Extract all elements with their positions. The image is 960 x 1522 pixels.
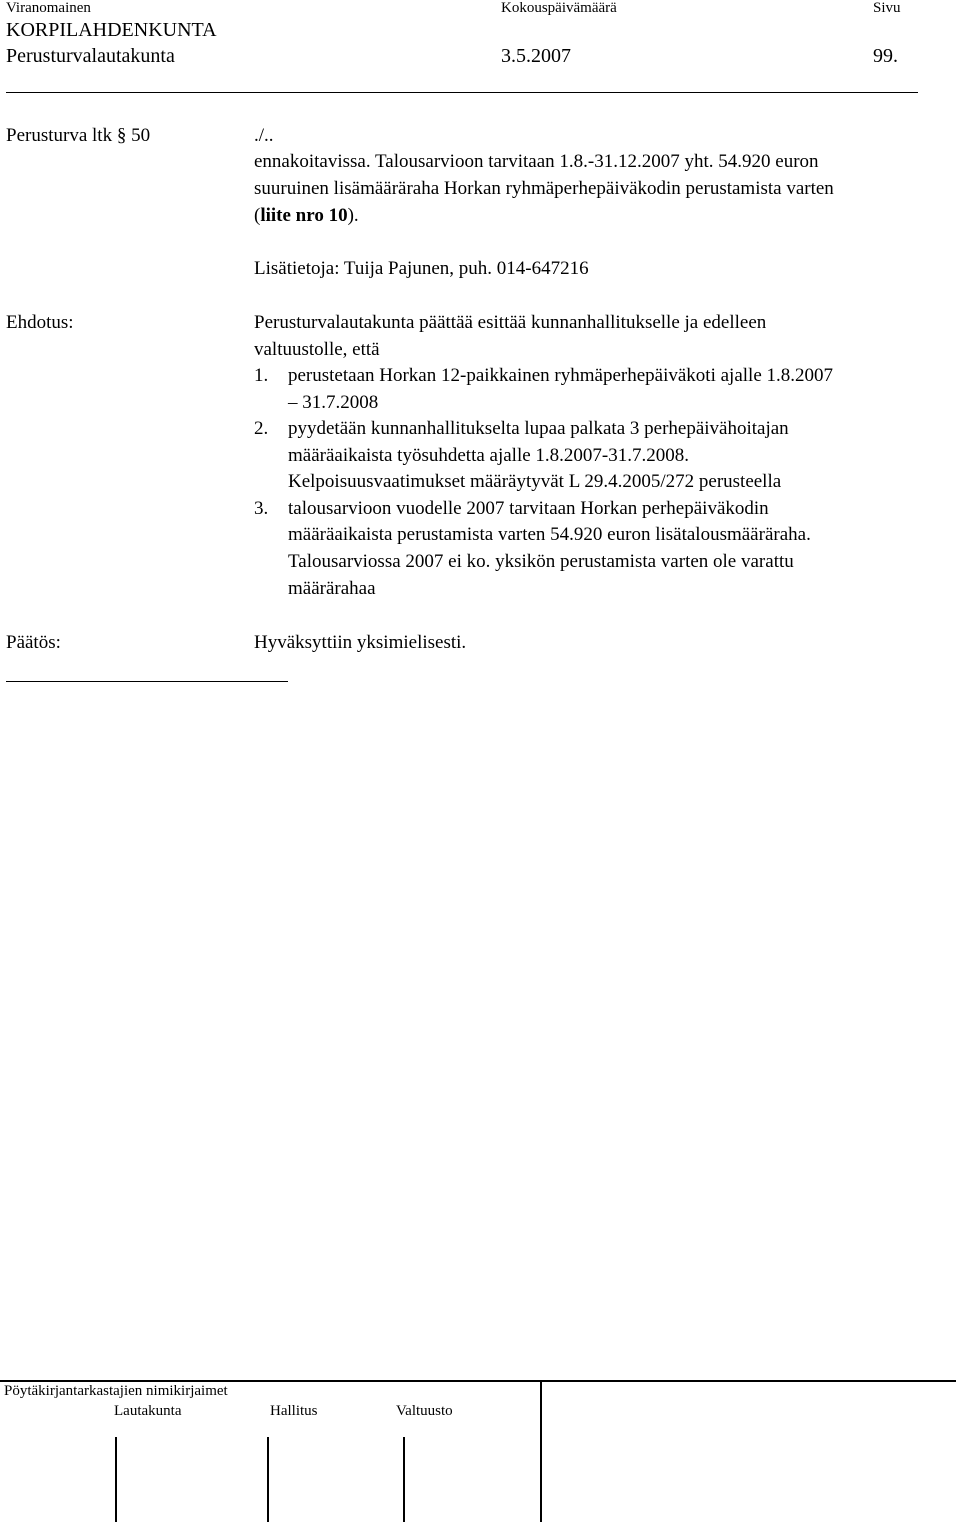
attachment-label: liite nro 10 [260, 205, 348, 226]
proposal-item-number: 1. [254, 365, 269, 386]
footer-column-label: Hallitus [270, 1403, 318, 1419]
proposal-lead-line: valtuustolle, että [254, 339, 380, 360]
proposal-item-line: – 31.7.2008 [288, 392, 379, 413]
proposal-item-line: perustetaan Horkan 12-paikkainen ryhmäperhepäiväkoti ajalle 1.8.2007 [288, 365, 833, 386]
footer-divider [540, 1380, 542, 1522]
proposal-item-line: määrärahaa [288, 578, 376, 599]
page-column-label: Sivu [873, 0, 901, 16]
signature-line [267, 1437, 269, 1522]
page-number: 99. [873, 45, 898, 67]
authority-column-label: Viranomainen [6, 0, 91, 16]
signature-line [403, 1437, 405, 1522]
footer-column-label: Valtuusto [396, 1403, 453, 1419]
municipality-name: KORPILAHDENKUNTA [6, 19, 217, 41]
meeting-date: 3.5.2007 [501, 45, 571, 67]
meeting-date-column-label: Kokouspäivämäärä [501, 0, 617, 16]
section-reference: Perusturva ltk § 50 [6, 125, 151, 146]
signature-line [115, 1437, 117, 1522]
continuation-mark: ./.. [254, 125, 274, 146]
proposal-item-line: määräaikaista perustamista varten 54.920 euron lisätalousmääräraha. [288, 524, 811, 545]
intro-line: suuruinen lisämääräraha Horkan ryhmäperhepäiväkodin perustamista varten [254, 178, 834, 199]
proposal-item-line: pyydetään kunnanhallitukselta lupaa palkata 3 perhepäivähoitajan [288, 418, 789, 439]
footer-top-rule [0, 1380, 956, 1382]
proposal-item-number: 2. [254, 418, 269, 439]
proposal-item-number: 3. [254, 498, 269, 519]
decision-label: Päätös: [6, 632, 61, 653]
footer-column-label: Lautakunta [114, 1403, 182, 1419]
attachment-open: ( [254, 205, 261, 226]
footer-title: Pöytäkirjantarkastajien nimikirjaimet [4, 1383, 228, 1399]
attachment-reference [254, 205, 359, 227]
header-divider [6, 92, 918, 93]
decision-text: Hyväksyttiin yksimielisesti. [254, 632, 467, 653]
board-name: Perusturvalautakunta [6, 45, 175, 67]
proposal-item-line: määräaikaista työsuhdetta ajalle 1.8.2007-31.7.2008. [288, 445, 689, 466]
proposal-item-line: Kelpoisuusvaatimukset määräytyvät L 29.4.2005/272 perusteella [288, 471, 782, 492]
section-end-rule [6, 681, 288, 682]
contact-info: Lisätietoja: Tuija Pajunen, puh. 014-647216 [254, 258, 589, 279]
proposal-item-line: Talousarviossa 2007 ei ko. yksikön perustamista varten ole varattu [288, 551, 794, 572]
attachment-close: ). [347, 205, 359, 226]
intro-line: ennakoitavissa. Talousarvioon tarvitaan 1.8.-31.12.2007 yht. 54.920 euron [254, 151, 819, 172]
proposal-item-line: talousarvioon vuodelle 2007 tarvitaan Horkan perhepäiväkodin [288, 498, 769, 519]
proposal-lead-line: Perusturvalautakunta päättää esittää kunnanhallitukselle ja edelleen [254, 312, 767, 333]
proposal-label: Ehdotus: [6, 312, 74, 333]
